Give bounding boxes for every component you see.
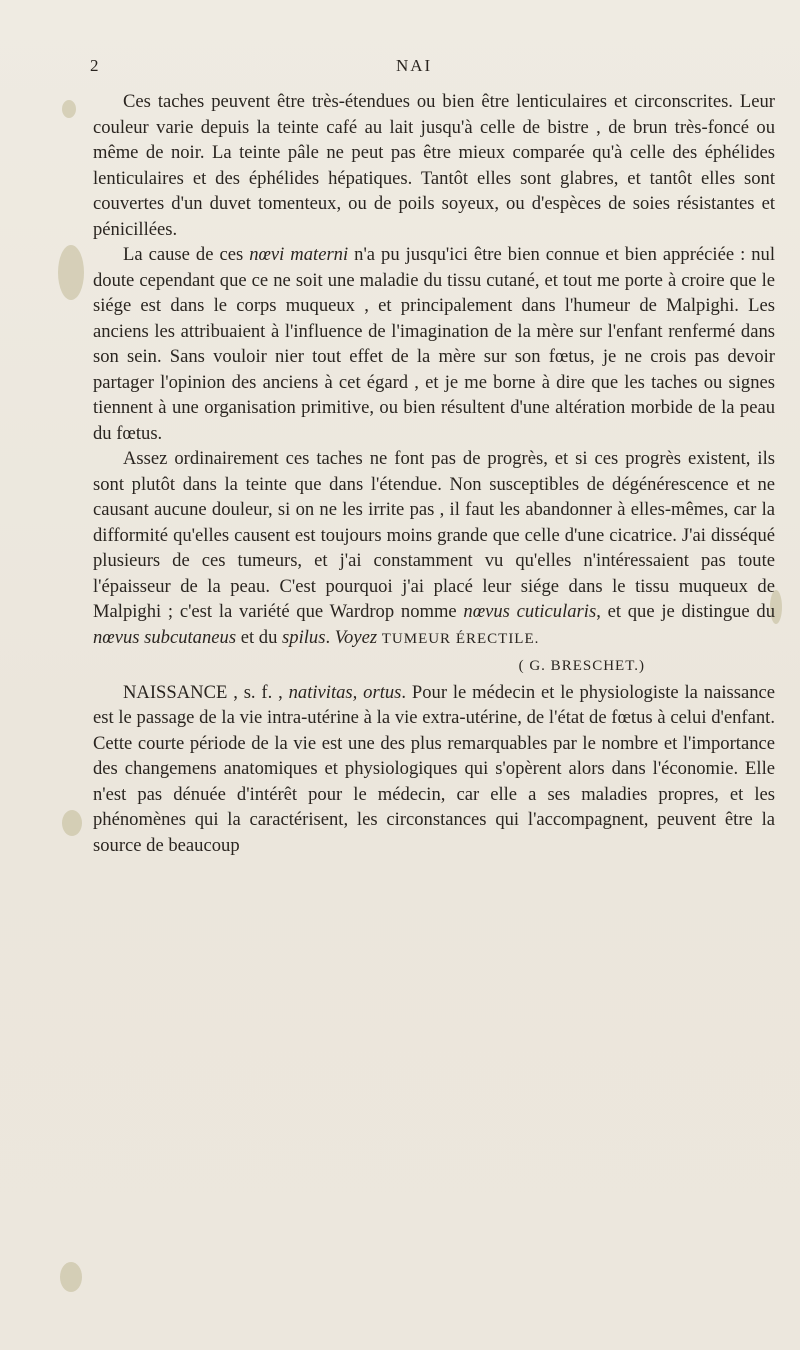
stain-mark [62, 810, 82, 836]
page-number: 2 [90, 56, 99, 75]
text-run: . [325, 626, 335, 648]
text-run: . Pour le médecin et le physiologiste la naissance est le passage de la vie intra-utérine à la vie extra-utérine, de l'état de fœtus à celui d'enfant. Cette courte période de la vie est une des plus remarquables par le nombre et l'importance des changemens anatomiques et physiologiques qui s'opèrent alors dans l'économie. Elle n'est pas dénuée d'intérêt pour le médecin, car elle a ses maladies propres, et les phénomènes qui la caractérisent, les circonstances qui l'accompagnent, peuvent être la source de beaucoup [93, 681, 776, 856]
text-run: , s. f. , [227, 681, 289, 703]
entry-headword: NAISSANCE [123, 681, 228, 703]
stain-mark [60, 1262, 82, 1292]
text-run: Assez ordinairement ces taches ne font pas de progrès, et si ces progrès existent, ils sont plutôt dans la teinte que dans l'étendue. Non susceptibles de dégénérescence et ne causant aucune douleur, si on ne les irrite pas , il faut les abandonner à elles-mêmes, car la difformité qu'elles causent est toujours moins grande que celle d'une cicatrice. J'ai disséqué plusieurs de ces tumeurs, et j'ai constamment vu qu'elles n'intéressaient pas toute l'épaisseur de la peau. C'est pourquoi j'ai placé leur siége dans le tissu muqueux de Malpighi ; c'est la variété que Wardrop nomme [93, 448, 775, 622]
signature-text: ( G. BRESCHET.) [518, 658, 645, 674]
text-run: n'a pu jusqu'ici être bien connue et bien appréciée : nul doute cependant que ce ne soit une maladie du tissu cutané, et tout me porte à croire que le siége est dans le corps muqueux , et principalement dans l'humeur de Malpighi. Les anciens les attribuaient à l'influence de l'imagination de la mère sur l'enfant renfermé dans son sein. Sans vouloir nier tout effet de la mère sur son fœtus, je ne crois pas devoir partager l'opinion des anciens à cet égard , et je me borne à dire que les taches ou signes tiennent à une organisation primitive, ou bien résultent d'une altération morbide de la peau du fœtus. [93, 244, 775, 444]
italic-term: nœvus subcutaneus [93, 626, 237, 648]
cross-reference: TUMEUR ÉRECTILE. [381, 630, 540, 647]
text-run: et du [236, 626, 283, 648]
running-head: NAI [396, 56, 433, 75]
stain-mark [62, 100, 76, 118]
body-text [93, 89, 775, 858]
paragraph-3 [93, 446, 775, 652]
italic-term: nœvus cuticularis [463, 601, 597, 622]
paragraph-1: Ces taches peuvent être très-étendues ou bien être lenticulaires et circonscrites. Leur couleur varie depuis la teinte café au lait jusqu'à celle de bistre , de brun très-foncé ou même de noir. La teinte pâle ne peut pas être mieux comparée qu'à celle des éphélides lenticulaires et des éphélides hépatiques. Tantôt elles sont glabres, et tantôt elles sont couvertes d'un duvet tomenteux, ou de poils soyeux, ou d'espèces de soies résistantes et pénicillées. [93, 91, 775, 240]
italic-term: spilus [282, 626, 326, 648]
paragraph-2 [93, 242, 775, 446]
italic-term: Voyez [334, 626, 378, 648]
text-run: , et que je distingue du [596, 601, 776, 622]
stain-mark [58, 245, 84, 300]
text-run: La cause de ces [123, 244, 250, 265]
italic-term: nativitas, ortus [288, 681, 402, 703]
author-signature [93, 652, 775, 680]
italic-term: nœvi materni [249, 244, 349, 265]
page-header [90, 56, 770, 78]
paragraph-4 [93, 680, 775, 859]
